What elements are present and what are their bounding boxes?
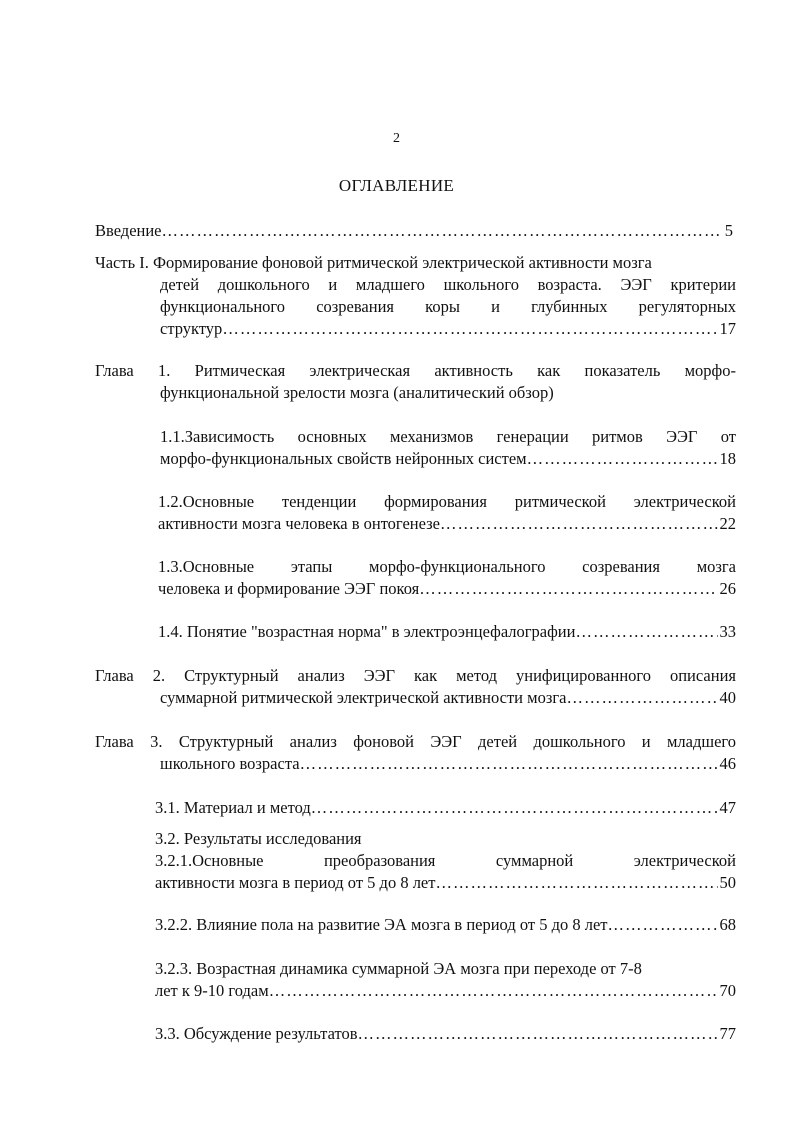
leader-dots: [300, 753, 718, 775]
toc-page: 46: [719, 754, 736, 773]
toc-page: 5: [724, 221, 733, 240]
toc-page: 17: [719, 319, 736, 338]
toc-entry-3-2: [155, 828, 736, 850]
toc-entry-part1-cont: [160, 274, 736, 340]
toc-page: 70: [719, 981, 736, 1000]
leader-dots: [358, 1023, 718, 1045]
toc-line: Глава 1. Ритмическая электрическая активность как показатель морфо-: [95, 361, 736, 380]
toc-text: человека и формирование ЭЭГ покоя: [158, 579, 420, 598]
toc-text: морфо-функциональных свойств нейронных систем: [160, 449, 527, 468]
leader-dots: [608, 914, 718, 936]
toc-text: 1.4. Понятие "возрастная норма" в электроэнцефалографии: [158, 622, 576, 641]
toc-text: лет к 9-10 годам: [155, 981, 269, 1000]
toc-page: 33: [719, 622, 736, 641]
toc-page: 47: [719, 798, 736, 817]
leader-dots: [435, 872, 717, 894]
toc-text: школьного возраста: [160, 754, 300, 773]
toc-text: активности мозга человека в онтогенезе: [158, 514, 441, 533]
toc-text: Введение: [95, 221, 162, 240]
toc-line: Глава 2. Структурный анализ ЭЭГ как метод унифицированного описания: [95, 666, 736, 685]
toc-line: 3.2.3. Возрастная динамика суммарной ЭА мозга при переходе от 7-8: [155, 959, 642, 978]
toc-entry-chapter3-cont: [160, 753, 736, 775]
toc-entry-1-2: [158, 491, 736, 535]
toc-line: функциональной зрелости мозга (аналитический обзор): [160, 383, 554, 402]
toc-line: Глава 3. Структурный анализ фоновой ЭЭГ детей дошкольного и младшего: [95, 732, 736, 751]
leader-dots: [527, 448, 718, 470]
toc-page: 22: [719, 514, 736, 533]
toc-entry-chapter1: [95, 360, 736, 382]
toc-text: 3.2.2. Влияние пола на развитие ЭА мозга в период от 5 до 8 лет: [155, 915, 608, 934]
toc-line: 1.2.Основные тенденции формирования ритмической электрической: [158, 492, 736, 511]
toc-entry-3-2-3: [155, 958, 736, 1002]
toc-entry-1-1: [160, 426, 736, 470]
toc-entry-intro: [95, 220, 733, 242]
toc-text: 3.1. Материал и метод: [155, 798, 311, 817]
page-title: ОГЛАВЛЕНИЕ: [338, 176, 455, 195]
leader-dots: [566, 687, 717, 709]
toc-text: суммарной ритмической электрической активности мозга: [160, 688, 567, 707]
leader-dots: [419, 578, 717, 600]
toc-entry-3-2-2: [155, 914, 736, 936]
leader-dots: [440, 513, 717, 535]
toc-entry-chapter1-cont: [160, 382, 720, 404]
toc-entry-1-3: [158, 556, 736, 600]
toc-page: 50: [719, 873, 736, 892]
toc-page: 26: [719, 579, 736, 598]
leader-dots: [575, 621, 717, 643]
toc-entry-3-1: [155, 797, 736, 819]
toc-line: Часть I. Формирование фоновой ритмической электрической активности мозга: [95, 253, 652, 272]
toc-entry-chapter2: [95, 665, 736, 687]
leader-dots: [311, 797, 718, 819]
toc-entry-3-2-1: [155, 850, 736, 894]
toc-text: структур: [160, 319, 223, 338]
toc-line: 3.2.1.Основные преобразования суммарной электрической: [155, 851, 736, 870]
toc-entry-3-3: [155, 1023, 736, 1045]
leader-dots: [222, 318, 717, 340]
page-number: 2: [393, 131, 400, 146]
toc-text: активности мозга в период от 5 до 8 лет: [155, 873, 436, 892]
toc-line: 3.2. Результаты исследования: [155, 829, 362, 848]
leader-dots: [269, 980, 718, 1002]
leader-dots: [162, 220, 723, 242]
toc-line: 1.3.Основные этапы морфо-функционального созревания мозга: [158, 557, 736, 576]
toc-line: детей дошкольного и младшего школьного возраста. ЭЭГ критерии: [160, 275, 736, 294]
toc-entry-chapter2-cont: [160, 687, 736, 709]
toc-page: 18: [719, 449, 736, 468]
toc-line: функционального созревания коры и глубинных регуляторных: [160, 297, 736, 316]
toc-page: 77: [719, 1024, 736, 1043]
toc-page: 68: [719, 915, 736, 934]
toc-entry-part1: [95, 252, 738, 274]
toc-line: 1.1.Зависимость основных механизмов генерации ритмов ЭЭГ от: [160, 427, 736, 446]
toc-entry-chapter3: [95, 731, 736, 753]
toc-entry-1-4: [158, 621, 736, 643]
toc-text: 3.3. Обсуждение результатов: [155, 1024, 358, 1043]
toc-page: 40: [719, 688, 736, 707]
